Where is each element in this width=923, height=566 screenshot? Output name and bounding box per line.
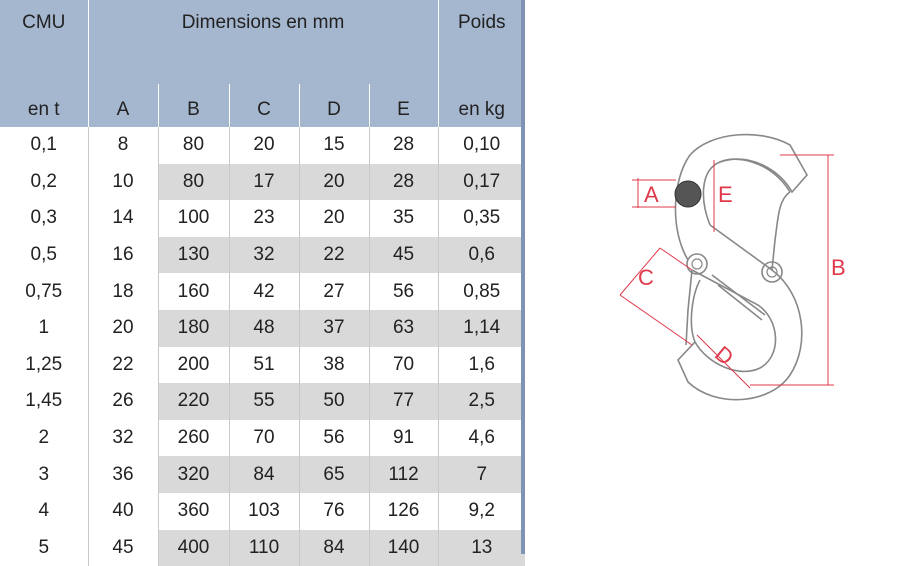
cell-e: 28	[369, 164, 438, 201]
cell-e: 70	[369, 347, 438, 384]
header-col-a: A	[88, 84, 158, 127]
table-row	[0, 310, 525, 347]
cell-d: 56	[299, 420, 369, 457]
cell-weight: 0,85	[438, 273, 525, 310]
cell-e: 126	[369, 493, 438, 530]
cell-a: 14	[88, 200, 158, 237]
table-body	[0, 127, 525, 566]
rivet-left-inner	[692, 259, 702, 269]
cell-a: 20	[88, 310, 158, 347]
header-cmu: CMU	[0, 0, 88, 84]
header-weight: Poids	[438, 0, 525, 84]
header-col-c: C	[229, 84, 299, 127]
cell-e: 91	[369, 420, 438, 457]
cell-c: 55	[229, 383, 299, 420]
cell-a: 40	[88, 493, 158, 530]
cell-b: 160	[158, 273, 229, 310]
cell-a: 10	[88, 164, 158, 201]
cell-b: 130	[158, 237, 229, 274]
cell-e: 28	[369, 127, 438, 164]
cell-weight: 13	[438, 530, 525, 566]
cell-d: 15	[299, 127, 369, 164]
cell-c: 70	[229, 420, 299, 457]
cell-e: 45	[369, 237, 438, 274]
cell-a: 45	[88, 530, 158, 566]
table-right-border	[521, 0, 525, 554]
label-a: A	[644, 182, 659, 207]
cell-cmu: 0,5	[0, 237, 88, 274]
cell-cmu: 3	[0, 456, 88, 493]
table-row	[0, 420, 525, 457]
label-b: B	[831, 255, 846, 280]
table-row	[0, 347, 525, 384]
cell-cmu: 0,2	[0, 164, 88, 201]
snap-hook-diagram	[600, 120, 900, 430]
gate-lower	[686, 270, 692, 345]
header-dimensions: Dimensions en mm	[88, 0, 438, 84]
cell-weight: 7	[438, 456, 525, 493]
cell-cmu: 0,75	[0, 273, 88, 310]
hook-lower-inner	[691, 280, 700, 342]
cell-c: 48	[229, 310, 299, 347]
cell-weight: 4,6	[438, 420, 525, 457]
cell-e: 63	[369, 310, 438, 347]
table-row	[0, 530, 525, 566]
header-weight-unit: en kg	[438, 84, 525, 127]
cell-c: 103	[229, 493, 299, 530]
cell-e: 77	[369, 383, 438, 420]
cell-b: 320	[158, 456, 229, 493]
label-c: C	[638, 265, 654, 290]
table-row	[0, 237, 525, 274]
cell-e: 35	[369, 200, 438, 237]
cell-b: 80	[158, 164, 229, 201]
cell-b: 200	[158, 347, 229, 384]
gate-spring	[712, 275, 765, 320]
cell-a: 18	[88, 273, 158, 310]
cell-a: 26	[88, 383, 158, 420]
cell-cmu: 1	[0, 310, 88, 347]
table-row	[0, 164, 525, 201]
cell-d: 20	[299, 200, 369, 237]
cell-b: 220	[158, 383, 229, 420]
cell-b: 260	[158, 420, 229, 457]
cell-c: 17	[229, 164, 299, 201]
cell-weight: 0,10	[438, 127, 525, 164]
gate-upper	[772, 192, 790, 270]
cell-cmu: 1,25	[0, 347, 88, 384]
cell-d: 27	[299, 273, 369, 310]
header-col-d: D	[299, 84, 369, 127]
cell-c: 110	[229, 530, 299, 566]
cell-d: 38	[299, 347, 369, 384]
cell-weight: 0,35	[438, 200, 525, 237]
hook-outline	[675, 135, 807, 400]
cell-a: 16	[88, 237, 158, 274]
cell-b: 100	[158, 200, 229, 237]
cell-c: 84	[229, 456, 299, 493]
cell-a: 32	[88, 420, 158, 457]
cell-e: 56	[369, 273, 438, 310]
cell-c: 23	[229, 200, 299, 237]
wire-section-icon	[675, 181, 701, 207]
label-e: E	[718, 182, 733, 207]
table-row	[0, 200, 525, 237]
cell-weight: 1,14	[438, 310, 525, 347]
table-row	[0, 493, 525, 530]
cell-weight: 2,5	[438, 383, 525, 420]
header-col-b: B	[158, 84, 229, 127]
table-row	[0, 127, 525, 164]
cell-b: 360	[158, 493, 229, 530]
cell-b: 80	[158, 127, 229, 164]
cell-cmu: 0,3	[0, 200, 88, 237]
cell-c: 42	[229, 273, 299, 310]
dim-c-ext-bottom	[620, 295, 692, 345]
cell-a: 8	[88, 127, 158, 164]
cell-c: 51	[229, 347, 299, 384]
hook-spine	[678, 225, 802, 400]
cell-d: 20	[299, 164, 369, 201]
rivet-left-icon	[687, 254, 707, 274]
cell-cmu: 2	[0, 420, 88, 457]
cell-weight: 0,6	[438, 237, 525, 274]
cell-d: 50	[299, 383, 369, 420]
header-col-e: E	[369, 84, 438, 127]
header-cmu-unit: en t	[0, 84, 88, 127]
cell-cmu: 0,1	[0, 127, 88, 164]
cell-e: 112	[369, 456, 438, 493]
table-row	[0, 273, 525, 310]
cell-c: 32	[229, 237, 299, 274]
cell-d: 84	[299, 530, 369, 566]
cell-d: 22	[299, 237, 369, 274]
cell-d: 37	[299, 310, 369, 347]
cell-b: 180	[158, 310, 229, 347]
cell-cmu: 4	[0, 493, 88, 530]
cell-e: 140	[369, 530, 438, 566]
cell-a: 22	[88, 347, 158, 384]
cell-cmu: 1,45	[0, 383, 88, 420]
table-row	[0, 456, 525, 493]
cell-b: 400	[158, 530, 229, 566]
cell-cmu: 5	[0, 530, 88, 566]
cell-c: 20	[229, 127, 299, 164]
cell-weight: 9,2	[438, 493, 525, 530]
cell-a: 36	[88, 456, 158, 493]
cell-weight: 0,17	[438, 164, 525, 201]
cell-d: 65	[299, 456, 369, 493]
cell-d: 76	[299, 493, 369, 530]
label-d: D	[710, 340, 739, 371]
cell-weight: 1,6	[438, 347, 525, 384]
table-row	[0, 383, 525, 420]
